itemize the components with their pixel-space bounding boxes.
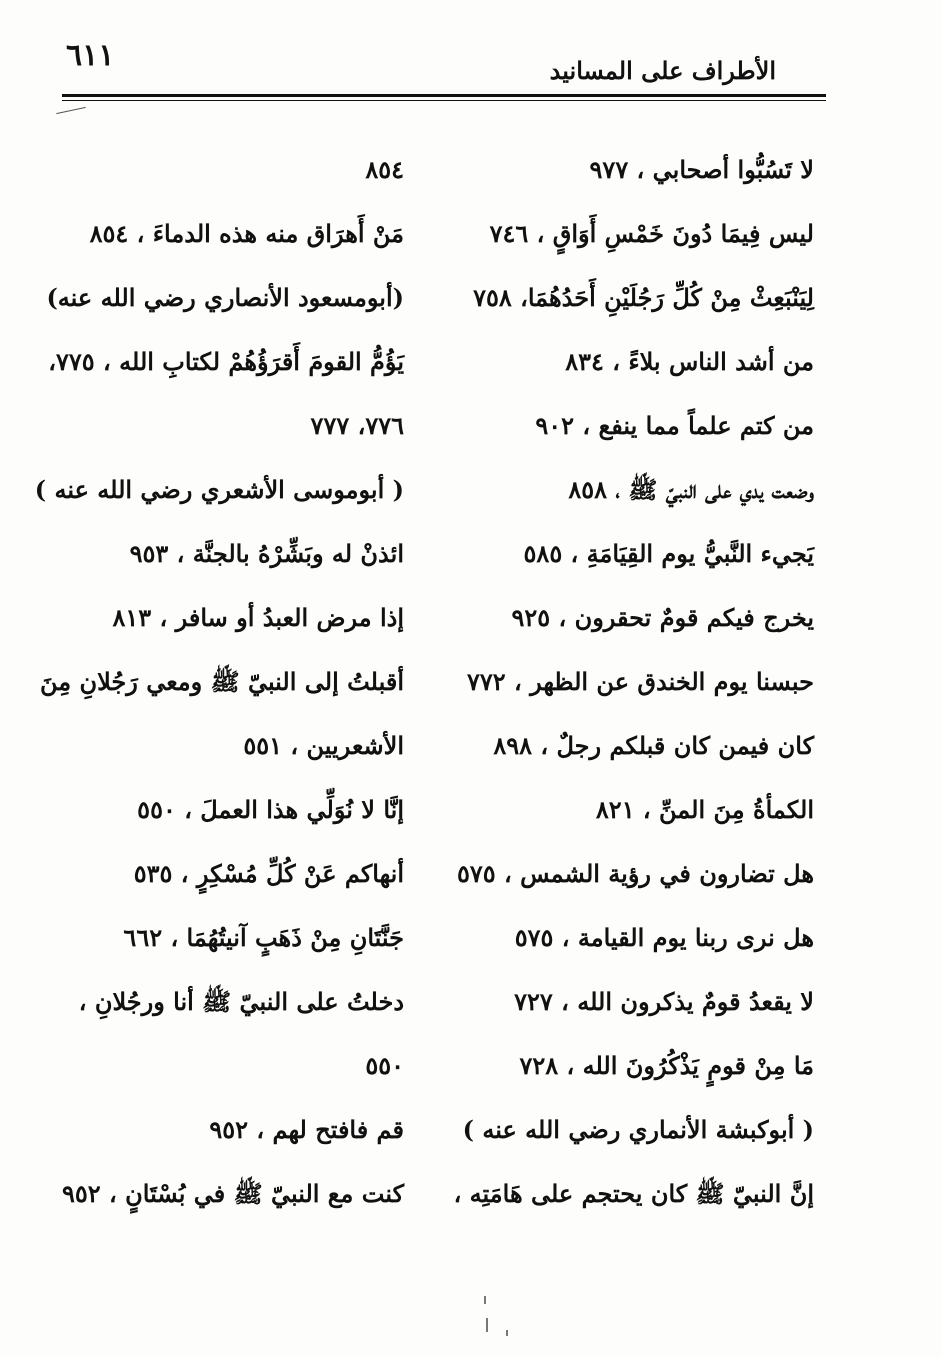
index-entry: يَجيء النَّبيُّ يوم القِيَامَةِ ، ٥٨٥ xyxy=(523,539,814,568)
index-entry: إنَّا لا نُوَلِّي هذا العملَ ، ٥٥٠ xyxy=(137,795,404,824)
index-entry: ٥٥٠ xyxy=(365,1051,404,1080)
scan-speck xyxy=(484,1296,486,1304)
index-entry: هل نرى ربنا يوم القيامة ، ٥٧٥ xyxy=(514,923,814,952)
page-number: ٦١١ xyxy=(66,38,115,73)
header-rule-thin xyxy=(62,100,826,101)
index-entry: حبسنا يوم الخندق عن الظهر ، ٧٧٢ xyxy=(466,667,814,696)
right-column xyxy=(453,138,814,1226)
index-entry: دخلتُ على النبيّ ﷺ أنا ورجُلانِ ، xyxy=(78,987,404,1016)
index-entry: أنهاكم عَنْ كُلِّ مُسْكِرٍ ، ٥٣٥ xyxy=(133,859,404,888)
index-entry: جَنَّتَانِ مِنْ ذَهَبٍ آنيتُهُمَا ، ٦٦٢ xyxy=(123,923,404,952)
left-column xyxy=(34,138,404,1226)
scan-speck xyxy=(506,1330,508,1336)
index-entry: هل تضارون في رؤية الشمس ، ٥٧٥ xyxy=(456,859,814,888)
index-entry: ٧٧٦، ٧٧٧ xyxy=(310,411,404,440)
index-entry: يَؤُمُّ القومَ أَقرَؤُهُمْ لكتابِ الله ، ٧٧٥، xyxy=(48,347,404,376)
header-rule-thick xyxy=(62,94,826,97)
index-entry: مَا مِنْ قومٍ يَذْكُرُونَ الله ، ٧٢٨ xyxy=(519,1051,814,1080)
index-entry: مَنْ أَهرَاق منه هذه الدماءَ ، ٨٥٤ xyxy=(89,219,404,248)
index-entry: ليس فِيمَا دُونَ خَمْسِ أَوَاقٍ ، ٧٤٦ xyxy=(489,219,814,248)
running-title: الأطراف على المسانيد xyxy=(549,56,776,85)
index-entry: من كتم علماً مما ينفع ، ٩٠٢ xyxy=(535,411,814,440)
scan-speck xyxy=(486,1318,488,1332)
index-entry: الأشعريين ، ٥٥١ xyxy=(243,731,404,760)
stray-mark xyxy=(56,107,86,114)
index-entry: يخرج فيكم قومٌ تحقرون ، ٩٢٥ xyxy=(511,603,814,632)
narrator-heading: ( أبوكبشة الأنماري رضي الله عنه ) xyxy=(462,1115,814,1144)
index-entry: كان فيمن كان قبلكم رجلٌ ، ٨٩٨ xyxy=(493,731,814,760)
index-entry: وضعت يدي على النبيّ ﷺ ، ٨٥٨ xyxy=(568,475,814,504)
narrator-heading: ( أبوموسى الأشعري رضي الله عنه ) xyxy=(34,475,404,504)
index-entry: أقبلتُ إلى النبيّ ﷺ ومعي رَجُلانِ مِنَ xyxy=(40,667,404,696)
index-entry: لا تَسُبُّوا أصحابي ، ٩٧٧ xyxy=(589,155,814,184)
index-entry: ائذنْ له وبَشِّرْهُ بالجنَّة ، ٩٥٣ xyxy=(129,539,404,568)
narrator-heading: (أبومسعود الأنصاري رضي الله عنه) xyxy=(46,283,404,312)
index-entry: إذا مرض العبدُ أو سافر ، ٨١٣ xyxy=(112,603,404,632)
index-entry: قم فافتح لهم ، ٩٥٢ xyxy=(209,1115,404,1144)
index-entry: كنت مع النبيّ ﷺ في بُسْتَانٍ ، ٩٥٢ xyxy=(62,1179,404,1208)
index-entry: الكمأةُ مِنَ المنِّ ، ٨٢١ xyxy=(595,795,814,824)
index-entry: ٨٥٤ xyxy=(365,155,404,184)
index-entry: لا يقعدُ قومٌ يذكرون الله ، ٧٢٧ xyxy=(514,987,814,1016)
index-entry: لِيَنْبَعِثْ مِنْ كُلِّ رَجُلَيْنِ أَحَدُهُمَا، ٧٥٨ xyxy=(473,283,814,312)
index-entry: إنَّ النبيّ ﷺ كان يحتجم على هَامَتِه ، xyxy=(453,1179,814,1208)
index-entry: من أشد الناس بلاءً ، ٨٣٤ xyxy=(565,347,814,376)
